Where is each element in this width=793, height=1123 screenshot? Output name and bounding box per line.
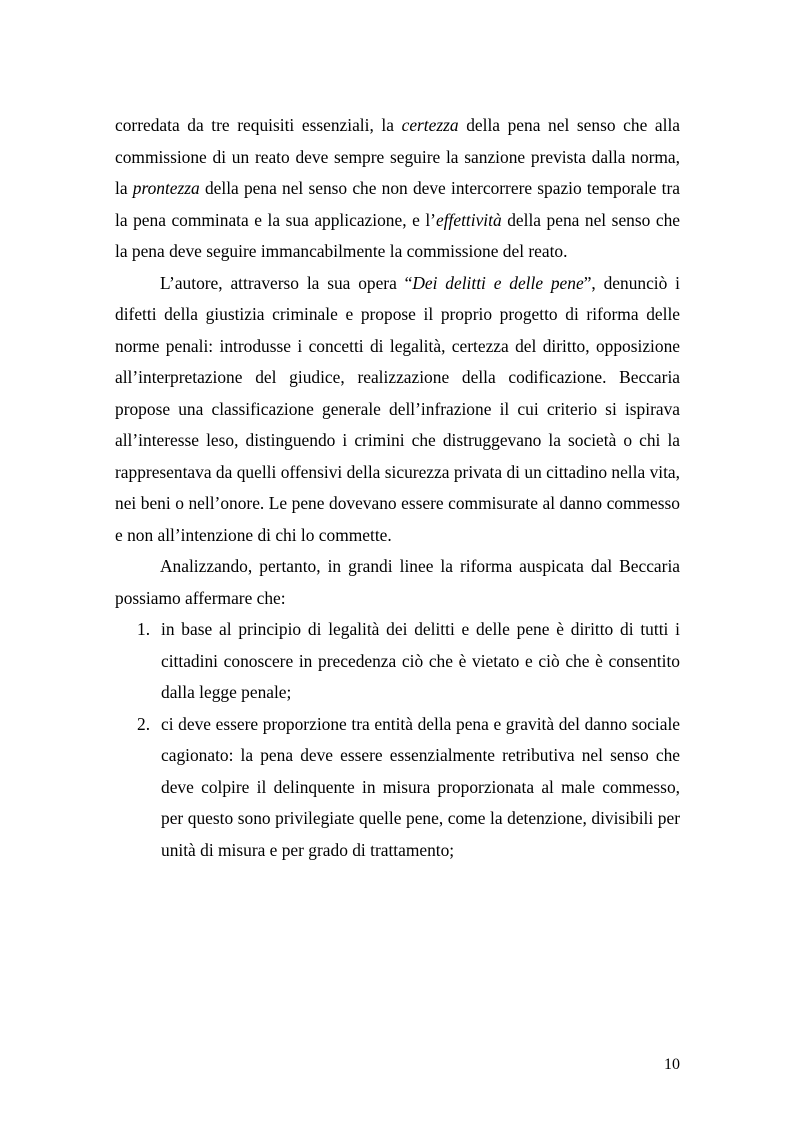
paragraph-3: Analizzando, pertanto, in grandi linee la riforma auspicata dal Beccaria possiamo affermare che: bbox=[115, 556, 680, 608]
body-text bbox=[115, 110, 680, 866]
book-title: Dei delitti e delle pene bbox=[412, 272, 584, 293]
list-item bbox=[115, 614, 680, 709]
list-item bbox=[115, 709, 680, 867]
paragraph-1: corredata da tre requisiti essenziali, la certezza della pena nel senso che alla commissione di un reato deve sempre seguire la sanzione prevista dalla norma, la prontezza della pena nel senso che non deve intercorrere spazio temporale tra la pena comminata e la sua applicazione, e l’effettività della pena nel senso che la pena deve seguire immancabilmente la commissione del reato. bbox=[115, 115, 680, 261]
emphasis-effettivita: effettività bbox=[435, 209, 502, 230]
list-item-number: 2. bbox=[137, 713, 151, 734]
emphasis-certezza: certezza bbox=[401, 115, 459, 135]
list-item-text: in base al principio di legalità dei delitti e delle pene è diritto di tutti i cittadini conoscere in precedenza ciò che è vietato e ciò che è consentito dalla legge penale; bbox=[161, 619, 680, 702]
list-item-number: 1. bbox=[137, 619, 151, 639]
numbered-list bbox=[115, 614, 680, 866]
emphasis-prontezza: prontezza bbox=[132, 178, 200, 198]
page-number: 10 bbox=[664, 1056, 680, 1073]
paragraph-2: L’autore, attraverso la sua opera “Dei delitti e delle pene”, denunciò i difetti della giustizia criminale e propose il proprio progetto di riforma delle norme penali: introdusse i concetti di legalità, certezza del diritto, opposizione all’interpretazione del giudice, realizzazione della codificazione. Beccaria propose una classificazione generale dell’infrazione il cui criterio si ispirava all’interesse leso, distinguendo i crimini che distruggevano la società o chi la rappresentava da quelli offensivi della sicurezza privata di un cittadino nella vita, nei beni o nell’onore. Le pene dovevano essere commisurate al danno commesso e non all’intenzione di chi lo commette. bbox=[115, 272, 680, 545]
list-item-text: ci deve essere proporzione tra entità della pena e gravità del danno sociale cagionato: la pena deve essere essenzialmente retributiva nel senso che deve colpire il delinquente in misura proporzionata al male commesso, per questo sono privilegiate quelle pene, come la detenzione, divisibili per unità di misura e per grado di trattamento; bbox=[161, 713, 680, 860]
